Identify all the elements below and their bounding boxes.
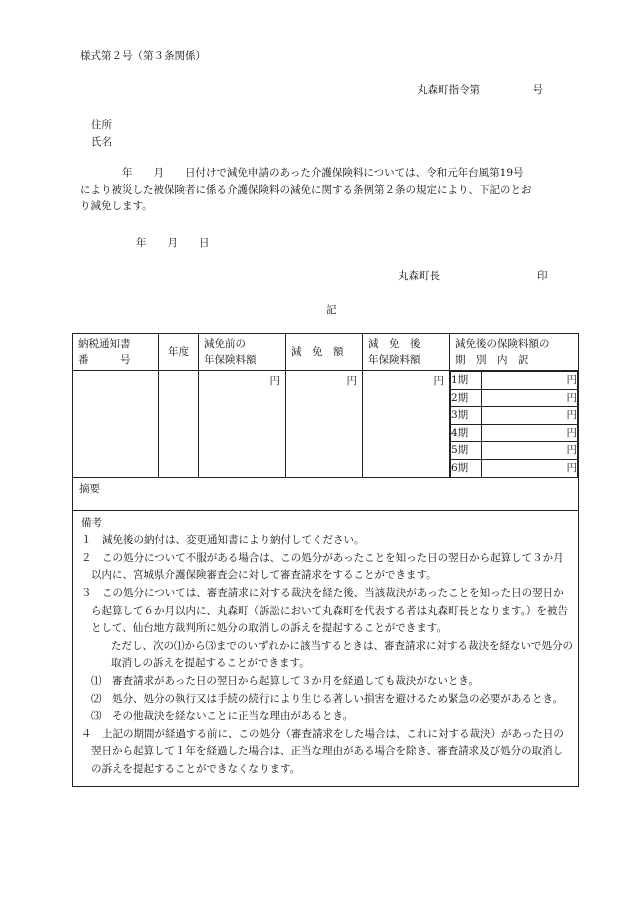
- notes-cell: [73, 510, 579, 787]
- header-after: [363, 334, 450, 371]
- body-text: [80, 165, 575, 215]
- header-year: 年度: [159, 334, 199, 371]
- date-line: 年 月 日: [136, 237, 210, 249]
- header-exempt: 減 免 額: [286, 334, 363, 371]
- note-3-proviso: ただし、次の⑴から⑶までのいずれかに該当するときは、審査請求に対する裁決を経ないで処分の取消しの訴えを提起することができます。: [111, 639, 573, 670]
- notes-row: [73, 510, 579, 787]
- note-2: ２ この処分について不服がある場合は、この処分があったことを知った日の翌日から起算して３か月以内に、宮城県介護保険審査会に対して審査請求をすることができます。: [81, 551, 564, 582]
- body-line-1: 年 月 日付けで減免申請のあった介護保険料については、令和元年台風第19号: [80, 167, 524, 179]
- note-3-sub-1: ⑴ 審査請求があった日の翌日から起算して３か月を経過しても裁決がないとき。: [91, 674, 479, 687]
- address-label: 住所: [91, 119, 112, 131]
- note-3-sub-3: ⑶ その他裁決を経ないことに正当な理由があるとき。: [91, 710, 354, 723]
- header-before: [199, 334, 286, 371]
- cell-after: 円: [363, 371, 450, 478]
- period-row: 3期 円: [451, 407, 578, 425]
- header-after-line2: 年保険料額: [368, 354, 421, 366]
- period-row: 5期 円: [451, 442, 578, 460]
- note-1: １ 減免後の納付は、変更通知書により納付してください。: [81, 534, 365, 547]
- form-label: 様式第２号（第３条関係）: [80, 50, 206, 62]
- cell-year: [159, 371, 199, 478]
- body-line-2: により被災した被保険者に係る介護保険料の減免に関する条例第２条の規定により、下記のとお: [80, 183, 532, 196]
- issuer: 丸森町長: [398, 270, 440, 282]
- header-breakdown-line2: 期 別 内 訳: [455, 354, 529, 366]
- period-row: 6期 円: [451, 459, 578, 476]
- header-breakdown-line1: 減免後の保険料額の: [455, 338, 550, 350]
- header-before-line2: 年保険料額: [204, 354, 257, 366]
- summary-row: [73, 477, 579, 510]
- document-number: 丸森町指令第 号: [417, 84, 543, 96]
- body-line-3: り減免します。: [80, 200, 153, 212]
- header-notice-line1: 納税通知書: [78, 338, 131, 350]
- reduction-table: [72, 333, 579, 787]
- header-after-line1: 減 免 後: [368, 338, 421, 350]
- name-label: 氏名: [91, 136, 112, 148]
- header-before-line1: 減免前の: [204, 338, 246, 350]
- cell-before: 円: [199, 371, 286, 478]
- note-4: ４ 上記の期間が経過する前に、この処分（審査請求をした場合は、これに対する裁決）があった日の翌日から起算して１年を経過した場合は、正当な理由がある場合を除き、審査請求及び処分の取消しの訴えを提起することができなくなります。: [81, 727, 564, 775]
- header-notice-line2: 番 号: [78, 354, 131, 366]
- notes-label: 備考: [81, 516, 102, 529]
- summary-label: 摘要: [79, 482, 100, 495]
- cell-breakdown: [450, 371, 579, 478]
- cell-notice-number: [73, 371, 159, 478]
- header-notice-number: [73, 334, 159, 371]
- period-breakdown: [450, 371, 578, 477]
- note-3-sub-2: ⑵ 処分、処分の執行又は手続の続行により生じる著しい損害を避けるため緊急の必要があるとき。: [91, 692, 564, 705]
- ki-heading: 記: [326, 304, 337, 316]
- summary-cell: [73, 477, 579, 510]
- cell-exempt: 円: [286, 371, 363, 478]
- period-row: 2期 円: [451, 389, 578, 407]
- period-row: 1期 円: [451, 372, 578, 390]
- header-breakdown: [450, 334, 579, 371]
- table-header-row: [73, 334, 579, 371]
- note-3: ３ この処分については、審査請求に対する裁決を経た後、当該裁決があったことを知った日の翌日から起算して６か月以内に、丸森町（訴訟において丸森町を代表する者は丸森町長となります。）を被告として、仙台地方裁判所に処分の取消しの訴えを提起することができます。: [81, 586, 568, 635]
- period-row: 4期 円: [451, 424, 578, 442]
- seal-mark: 印: [537, 270, 548, 282]
- table-data-row: [73, 371, 579, 478]
